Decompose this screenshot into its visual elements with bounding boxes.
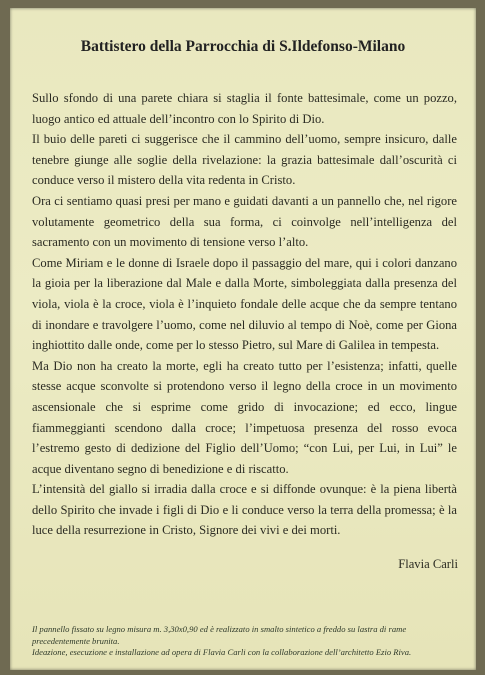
body-paragraph: Ora ci sentiamo quasi presi per mano e guidati davanti a un pannello che, nel rigore volutamente geometrico della sua forma, ci coinvolge nell’intelligenza del sacramento con un movimento di tensione verso l’alto. — [32, 193, 457, 250]
footnote-credits: Ideazione, esecuzione e installazione ad opera di Flavia Carli con la collaborazione dell’architetto Ezio Riva. — [32, 647, 412, 657]
body-paragraph: Sullo sfondo di una parete chiara si staglia il fonte battesimale, come un pozzo, luogo antico ed attuale dell’incontro con lo Spirito di Dio. — [32, 91, 457, 126]
body-paragraph: L’intensità del giallo si irradia dalla croce e si diffonde ovunque: è la piena libertà dello Spirito che invade i figli di Dio e li conduce verso la terra della promessa; è la luce della resurrezione in Cristo, Signore dei vivi e dei morti. — [32, 482, 457, 538]
author-signature: Flavia Carli — [398, 557, 458, 571]
panel-title: Battistero della Parrocchia di S.Ildefonso-Milano — [80, 38, 406, 55]
body-paragraph: Ma Dio non ha creato la morte, egli ha creato tutto per l’esistenza; infatti, quelle stesse acque sconvolte si protendono verso il legno della croce in un movimento ascensionale che si esprime come grido di invocazione; ed ecco, lingue fiammeggianti scendono dalla croce; l’impetuosa presenza del rosso evoca l’estremo gesto di dedizione del Figlio dell’Uomo; “con Lui, per Lui, in Lui” le acque diventano segno di benedizione e di riscatto. — [32, 358, 457, 476]
footnote-dimensions: Il pannello fissato su legno misura m. 3,30x0,90 ed è realizzato in smalto sintetico a freddo su lastra di rame precedentemente brunita. — [32, 624, 407, 646]
body-paragraph: Il buio delle pareti ci suggerisce che il cammino dell’uomo, sempre insicuro, dalle tenebre giunge alle soglie della rivelazione: la grazia battesimale dall’oscurità ci conduce verso il mistero della vita redenta in Cristo. — [32, 132, 457, 188]
body-paragraph: Come Miriam e le donne di Israele dopo il passaggio del mare, qui i colori danzano la gioia per la liberazione dal Male e dalla Morte, simboleggiata dalla presenza del viola, viola è la croce, viola è l’inquieto fondale delle acque che da sempre tentano di inondare e travolgere l’uomo, come nel diluvio al tempo di Noè, come per Giona inghiottito dalle onde, come per lo stesso Pietro, sul Mare di Galilea in tempesta. — [32, 255, 457, 353]
info-panel — [10, 8, 476, 670]
panel-body — [32, 88, 457, 541]
